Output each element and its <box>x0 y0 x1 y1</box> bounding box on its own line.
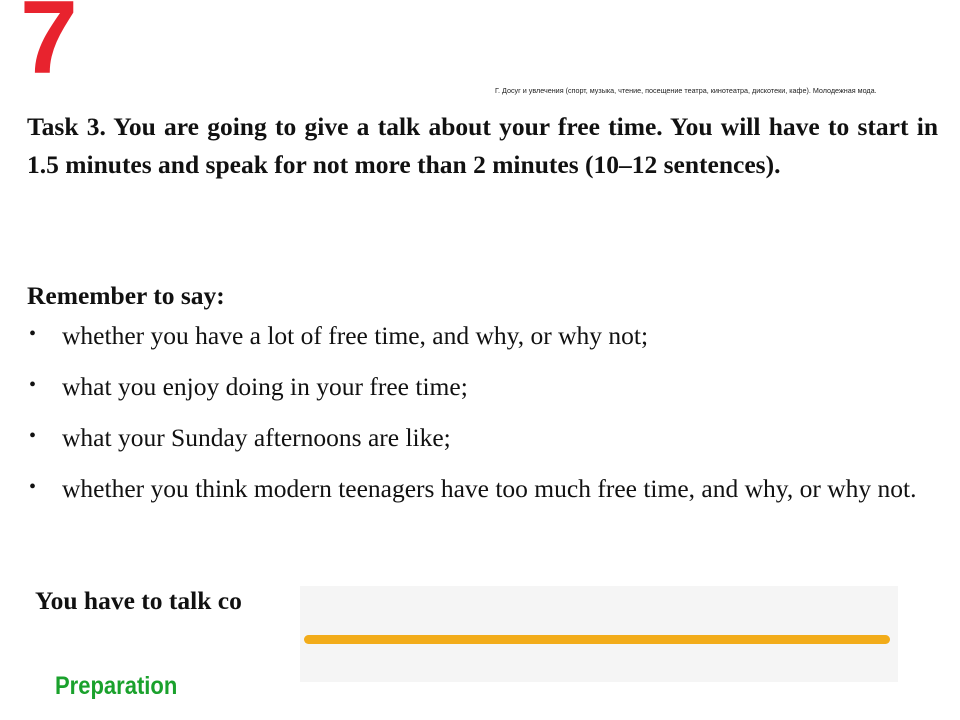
bullet-icon: • <box>29 374 37 396</box>
list-item-text: what you enjoy doing in your free time; <box>62 372 468 401</box>
list-item <box>27 318 927 354</box>
list-item-text: whether you have a lot of free time, and why, or why not; <box>62 321 649 350</box>
remember-list <box>27 318 927 507</box>
topic-caption: Г. Досуг и увлечения (спорт, музыка, чтение, посещение театра, кинотеатра, дискотеки, кафе). Молодежная мода. <box>495 86 877 95</box>
task-instructions: Task 3. You are going to give a talk about your free time. You will have to start in 1.5 minutes and speak for not more than 2 minutes (10–12 sentences). <box>27 112 938 179</box>
talk-duration-text: You have to talk co <box>35 586 242 615</box>
timer-progress-bar <box>304 635 890 644</box>
list-item <box>27 420 927 456</box>
remember-heading: Remember to say: <box>27 281 225 310</box>
bullet-icon: • <box>29 476 37 498</box>
list-item <box>27 369 927 405</box>
phase-label: Preparation <box>55 672 178 700</box>
list-item-text: what your Sunday afternoons are like; <box>62 423 451 452</box>
timer-panel <box>300 586 898 682</box>
bullet-icon: • <box>29 425 37 447</box>
list-item <box>27 471 927 507</box>
list-item-text: whether you think modern teenagers have too much free time, and why, or why not. <box>62 474 917 503</box>
task-number: 7 <box>20 0 76 96</box>
bullet-icon: • <box>29 323 37 345</box>
